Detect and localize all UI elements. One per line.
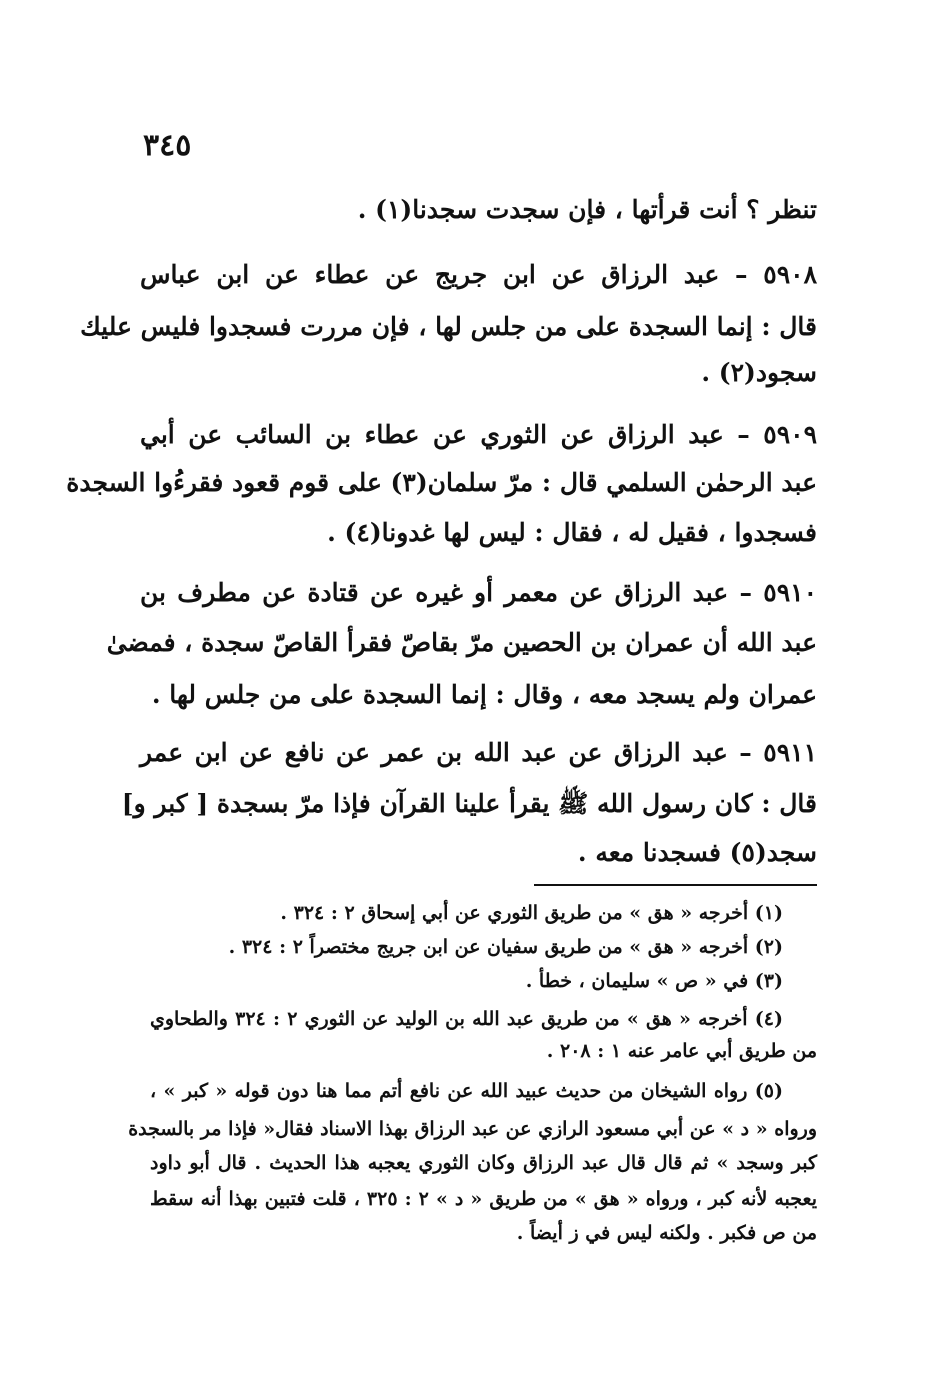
text-line: قال : إنما السجدة على من جلس لها ، فإن مررت فسجدوا فليس عليك [80, 312, 817, 341]
footnote-1: (١) أخرجه « هق » من طريق الثوري عن أبي إسحاق ٢ : ٣٢٤ . [280, 902, 783, 924]
text-line: فسجدوا ، فقيل له ، فقال : ليس لها غدونا(٤) . [327, 518, 817, 547]
footnote-3: (٣) في « ص » سليمان ، خطأ . [525, 970, 783, 992]
hadith-5911-line: ٥٩١١ – عبد الرزاق عن عبد الله بن عمر عن نافع عن ابن عمر [140, 738, 817, 767]
text-line: قال : كان رسول الله ﷺ يقرأ علينا القرآن فإذا مرّ بسجدة [ كبر و] [121, 789, 817, 818]
text-line: سجود(٢) . [701, 358, 817, 387]
footnote-4: (٤) أخرجه « هق » من طريق عبد الله بن الوليد عن الثوري ٢ : ٣٢٤ والطحاوي [150, 1008, 783, 1030]
footnote-5-cont: من ص فكبر . ولكنه ليس في ز أيضاً . [516, 1222, 817, 1244]
footnote-5-cont: يعجبه لأنه كبر ، ورواه « هق » من طريق « د » ٢ : ٣٢٥ ، قلت فتبين بهذا أنه سقط [150, 1188, 817, 1210]
hadith-5909-line: ٥٩٠٩ – عبد الرزاق عن الثوري عن عطاء بن السائب عن أبي [140, 420, 817, 449]
footnote-5: (٥) رواه الشيخان من حديث عبيد الله عن نافع أتم مما هنا دون قوله « كبر » ، [150, 1080, 783, 1102]
text-line: سجد(٥) فسجدنا معه . [577, 838, 817, 867]
hadith-5908-line: ٥٩٠٨ – عبد الرزاق عن ابن جريج عن عطاء عن ابن عباس [140, 260, 817, 289]
page-number: ٣٤٥ [143, 128, 192, 163]
footnote-5-cont: ورواه « د » عن أبي مسعود الرازي عن عبد الرزاق بهذا الاسناد فقال« فإذا مر بالسجدة [128, 1118, 817, 1140]
footnote-4-cont: من طريق أبي عامر عنه ١ : ٢٠٨ . [546, 1040, 817, 1062]
text-line: عبد الرحمٰن السلمي قال : مرّ سلمان(٣) على قوم قعود فقرءُوا السجدة [66, 468, 817, 497]
footnote-5-cont: كبر وسجد » ثم قال قال عبد الرزاق وكان الثوري يعجبه هذا الحديث . قال أبو داود [150, 1152, 817, 1174]
text-line: عبد الله أن عمران بن الحصين مرّ بقاصّ فقرأ القاصّ سجدة ، فمضىٰ [106, 628, 817, 657]
footnote-2: (٢) أخرجه « هق » من طريق سفيان عن ابن جريج مختصراً ٢ : ٣٢٤ . [228, 936, 783, 958]
hadith-5910-line: ٥٩١٠ – عبد الرزاق عن معمر أو غيره عن قتادة عن مطرف بن [140, 578, 817, 607]
text-line: عمران ولم يسجد معه ، وقال : إنما السجدة على من جلس لها . [151, 680, 817, 709]
text-line: تنظر ؟ أنت قرأتها ، فإن سجدت سجدنا(١) . [357, 195, 817, 224]
footnote-divider [534, 884, 817, 886]
